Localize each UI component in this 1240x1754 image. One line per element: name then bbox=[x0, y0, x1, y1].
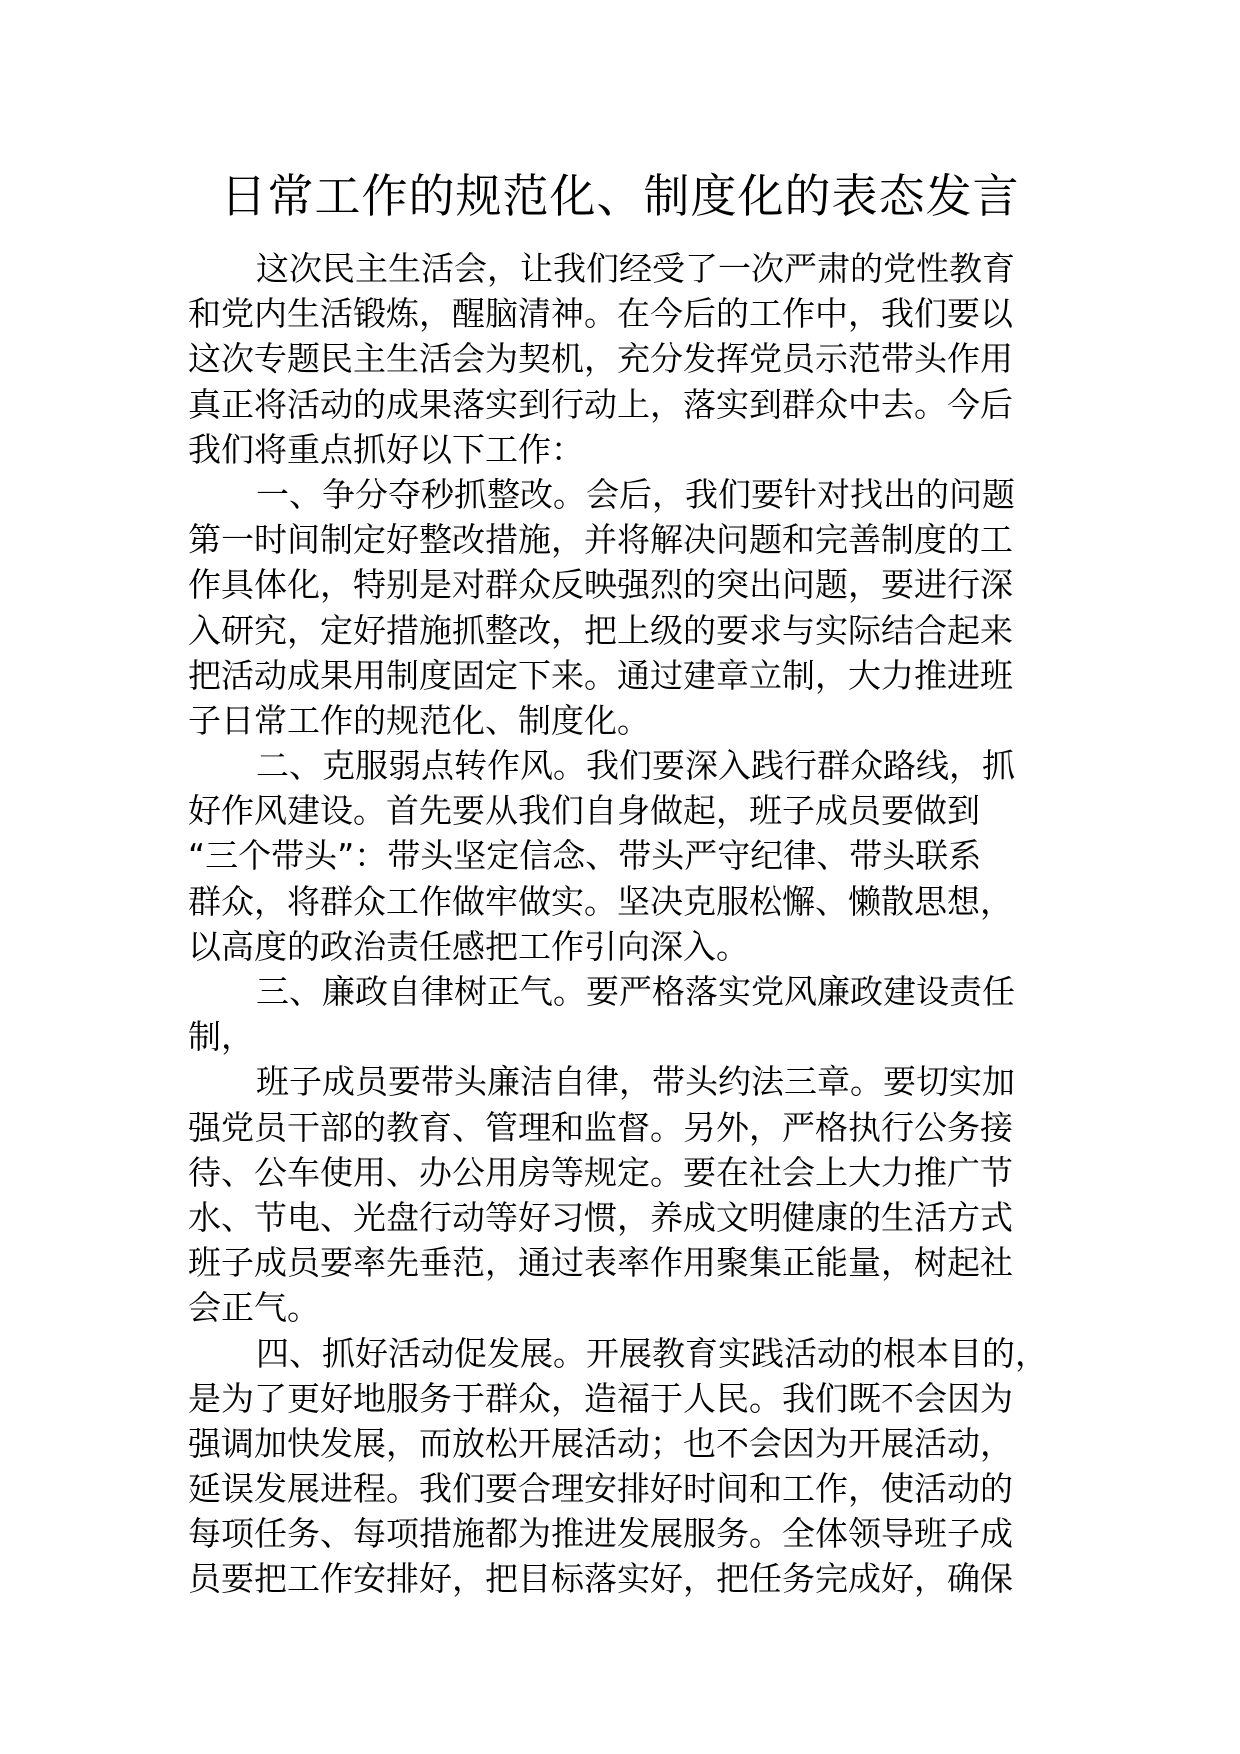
paragraph bbox=[188, 1331, 1068, 1602]
text-line: “三个带头”：带头坚定信念、带头严守纪律、带头联系 bbox=[188, 836, 982, 876]
text-line: 我们将重点抓好以下工作： bbox=[188, 429, 584, 469]
paragraph bbox=[188, 969, 1068, 1059]
text-line: 和党内生活锻炼，醒脑清神。在今后的工作中，我们要以 bbox=[188, 294, 1013, 334]
text-line: 二、克服弱点转作风。我们要深入践行群众路线，抓 bbox=[256, 746, 1015, 786]
text-line: 延误发展进程。我们要合理安排好时间和工作，使活动的 bbox=[188, 1469, 1013, 1509]
text-line: 班子成员要带头廉洁自律，带头约法三章。要切实加 bbox=[256, 1062, 1015, 1102]
text-line: 作具体化，特别是对群众反映强烈的突出问题，要进行深 bbox=[188, 565, 1013, 605]
text-line: 会正气。 bbox=[188, 1288, 320, 1328]
text-line: 以高度的政治责任感把工作引向深入。 bbox=[188, 926, 749, 966]
text-line: 员要把工作安排好，把目标落实好，把任务完成好，确保 bbox=[188, 1559, 1013, 1599]
text-line: 子日常工作的规范化、制度化。 bbox=[188, 700, 650, 740]
paragraph bbox=[188, 472, 1068, 743]
text-line: 强党员干部的教育、管理和监督。另外，严格执行公务接 bbox=[188, 1107, 1013, 1147]
text-line: 三、廉政自律树正气。要严格落实党风廉政建设责任 bbox=[256, 972, 1015, 1011]
text-line: 第一时间制定好整改措施，并将解决问题和完善制度的工 bbox=[188, 520, 1013, 560]
text-line: 把活动成果用制度固定下来。通过建章立制，大力推进班 bbox=[188, 655, 1013, 695]
text-line: 群众，将群众工作做牢做实。坚决克服松懈、懒散思想， bbox=[188, 881, 1013, 921]
text-line: 是为了更好地服务于群众，造福于人民。我们既不会因为 bbox=[188, 1378, 1013, 1418]
text-line: 待、公车使用、办公用房等规定。要在社会上大力推广节 bbox=[188, 1152, 1013, 1192]
text-line: 这次民主生活会，让我们经受了一次严肃的党性教育 bbox=[256, 249, 1015, 288]
text-line: 真正将活动的成果落实到行动上，落实到群众中去。今后 bbox=[188, 384, 1013, 424]
text-line: 入研究，定好措施抓整改，把上级的要求与实际结合起来 bbox=[188, 610, 1013, 650]
text-line: 一、争分夺秒抓整改。会后，我们要针对找出的问题 bbox=[256, 474, 1015, 514]
text-line: 水、节电、光盘行动等好习惯，养成文明健康的生活方式 bbox=[188, 1197, 1013, 1237]
text-line: 四、抓好活动促发展。开展教育实践活动的根本目的， bbox=[256, 1333, 1048, 1373]
text-line: 这次专题民主生活会为契机，充分发挥党员示范带头作用 bbox=[188, 339, 1013, 379]
paragraph bbox=[188, 743, 1068, 969]
text-line: 每项任务、每项措施都为推进发展服务。全体领导班子成 bbox=[188, 1514, 1013, 1554]
text-line: 制， bbox=[188, 1017, 254, 1057]
text-line: 好作风建设。首先要从我们自身做起，班子成员要做到 bbox=[188, 791, 980, 831]
document-body bbox=[188, 246, 1068, 1602]
paragraph bbox=[188, 246, 1068, 472]
document-title: 日常工作的规范化、制度化的表态发言 bbox=[220, 169, 1020, 223]
text-line: 班子成员要率先垂范，通过表率作用聚集正能量，树起社 bbox=[188, 1243, 1013, 1283]
paragraph bbox=[188, 1059, 1068, 1330]
text-line: 强调加快发展，而放松开展活动；也不会因为开展活动， bbox=[188, 1423, 1013, 1463]
